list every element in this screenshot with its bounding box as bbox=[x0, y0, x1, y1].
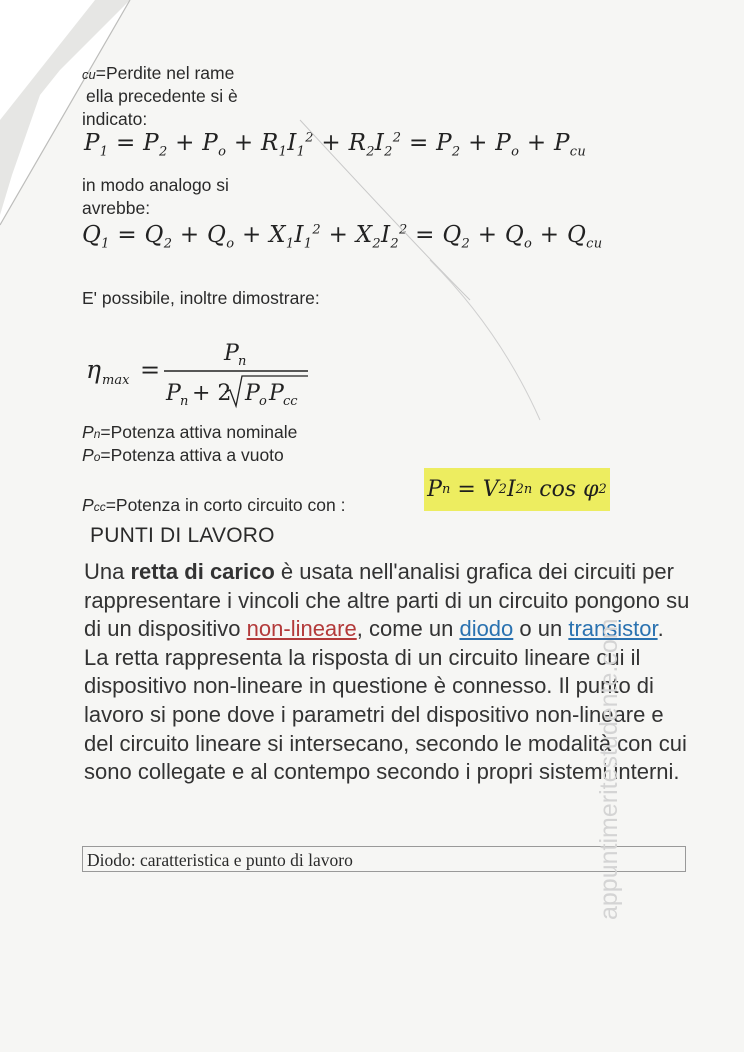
line-precedente: ella precedente si è bbox=[86, 86, 238, 106]
line-perdite-rame: cu=Perdite nel rame bbox=[82, 63, 235, 83]
svg-text:P: P bbox=[269, 381, 284, 406]
bold-term: retta di carico bbox=[130, 559, 275, 584]
line-pcc-definition: Pcc=Potenza in corto circuito con : bbox=[82, 495, 346, 515]
line-analogo: in modo analogo si bbox=[82, 175, 229, 195]
svg-text:P: P bbox=[224, 341, 239, 366]
link-diodo[interactable]: diodo bbox=[459, 616, 514, 642]
line-possibile: E' possibile, inoltre dimostrare: bbox=[82, 288, 320, 308]
svg-text:=: = bbox=[140, 356, 161, 384]
svg-text:max: max bbox=[102, 373, 130, 388]
figure-caption: Diodo: caratteristica e punto di lavoro bbox=[82, 846, 686, 872]
body-paragraph: Una retta di carico è usata nell'analisi grafica dei circuiti per rappresentare i vincoli che altre parti di un circuito pongono su di un dispositivo non-lineare, come un diodo o un transistor. La retta rappresenta la risposta di un circuito lineare cui il dispositivo non-lineare in questione è connesso. Il punto di lavoro si pone dove i parametri del dispositivo non-lineare e del circuito lineare si intersecano, secondo le modalità con cui sono collegate e al contempo secondo i propri sistemi interni. bbox=[84, 559, 690, 785]
link-transistor[interactable]: transistor bbox=[568, 616, 658, 642]
svg-text:P: P bbox=[166, 381, 181, 406]
svg-text:o: o bbox=[259, 394, 267, 409]
svg-text:n: n bbox=[180, 394, 189, 409]
svg-text:η: η bbox=[86, 355, 101, 384]
equation-active-power: $P_1 = P_2 + P_o + R_1I_1^2 + R_2I_2^2 = P_2 + P_o + P_{cu}$ bbox=[84, 130, 587, 160]
line-pn-definition: Pn=Potenza attiva nominale bbox=[82, 422, 298, 442]
equation-reactive-power: $Q_1 = Q_2 + Q_o + X_1I_1^2 + X_2I_2^2 = Q_2 + Q_o + Q_{cu}$ bbox=[82, 222, 603, 252]
section-heading: PUNTI DI LAVORO bbox=[90, 524, 275, 547]
svg-text:cc: cc bbox=[283, 394, 298, 409]
line-po-definition: Po=Potenza attiva a vuoto bbox=[82, 445, 284, 465]
highlighted-equation-nominal-power: P n = V 2 I 2n cos φ 2 bbox=[424, 468, 610, 511]
watermark: appuntimeritestudente.com bbox=[595, 618, 623, 920]
svg-text:+ 2: + 2 bbox=[192, 381, 232, 406]
link-non-lineare[interactable]: non-lineare bbox=[246, 616, 357, 642]
line-avrebbe: avrebbe: bbox=[82, 198, 151, 218]
line-indicato: indicato: bbox=[82, 109, 148, 129]
svg-text:P: P bbox=[245, 381, 260, 406]
svg-text:n: n bbox=[238, 354, 247, 369]
